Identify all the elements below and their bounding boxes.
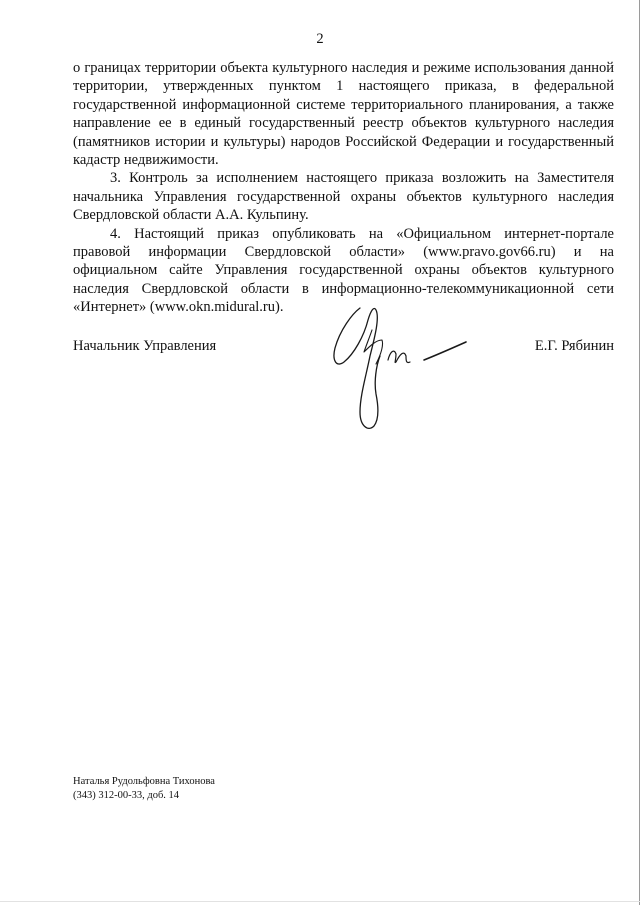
signature-tail — [388, 351, 410, 362]
signature-main-loop — [334, 308, 380, 428]
document-body — [73, 59, 614, 317]
signature-flourish — [424, 342, 466, 360]
page-bottom-edge — [0, 901, 640, 902]
executor-name: Наталья Рудольфовна Тихонова — [73, 776, 215, 787]
executor-phone: (343) 312-00-33, доб. 14 — [73, 790, 180, 801]
handwritten-signature — [330, 300, 480, 440]
signatory-title: Начальник Управления — [73, 338, 217, 354]
page-number: 2 — [316, 31, 324, 47]
signatory-name: Е.Г. Рябинин — [534, 338, 614, 354]
paragraph-continuation: о границах территории объекта культурного наследия и режиме использования данной территории, утвержденных пунктом 1 настоящего приказа, в федеральной государственной информационной системе территориального планирования, а также направление ее в единый государственный реестр объектов культурного наследия (памятников истории и культуры) народов Российской Федерации и государственный кадастр недвижимости. — [73, 60, 614, 169]
signature-inner-stroke — [364, 330, 383, 364]
executor-info — [73, 775, 215, 803]
paragraph-item-4: 4. Настоящий приказ опубликовать на «Официальном интернет-портале правовой информации Свердловской области» (www.pravo.gov66.ru) и на официальном сайте Управления государственной охраны объектов культурного наследия Свердловской области в информационно-телекоммуникационной сети «Интернет» (www.okn.midural.ru). — [73, 225, 614, 316]
paragraph-item-3: 3. Контроль за исполнением настоящего приказа возложить на Заместителя начальника Управления государственной охраны объектов культурного наследия Свердловской области А.А. Кульпину. — [73, 170, 614, 224]
